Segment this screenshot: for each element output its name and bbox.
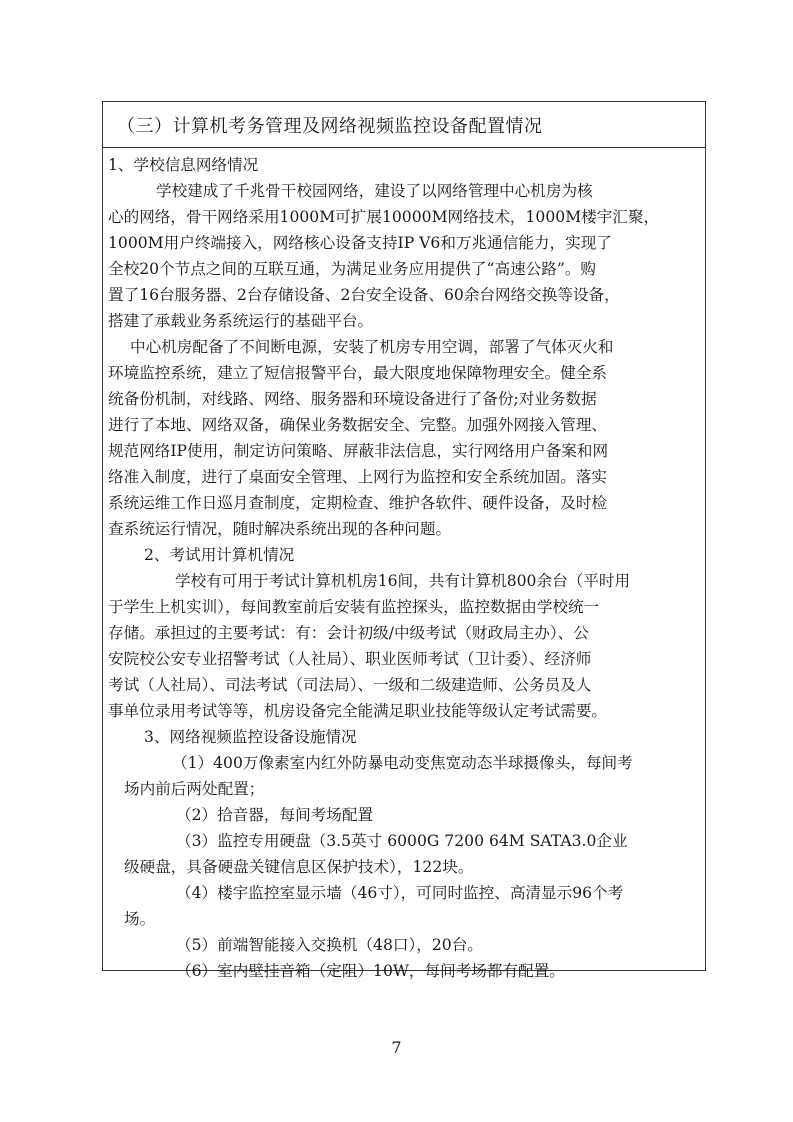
paragraph-line: 查系统运行情况，随时解决系统出现的各种问题。 xyxy=(108,520,452,538)
paragraph-line: 规范网络IP使用，制定访问策略、屏蔽非法信息，实行网络用户备案和网 xyxy=(108,442,609,460)
content-cell xyxy=(103,148,705,984)
paragraph-line: 进行了本地、网络双备，确保业务数据安全、完整。加强外网接入管理、 xyxy=(108,416,608,434)
list-item: （4）楼宇监控室显示墙（46寸），可同时监控、高清显示96个考 xyxy=(176,884,624,902)
page-number: 7 xyxy=(391,1038,402,1057)
paragraph-line: 考试（人社局）、司法考试（司法局）、一级和二级建造师、公务员及人 xyxy=(108,676,592,694)
paragraph-line: 搭建了承载业务系统运行的基础平台。 xyxy=(108,312,374,330)
paragraph-line: 学校建成了千兆骨干校园网络，建设了以网络管理中心机房为核 xyxy=(156,182,593,200)
paragraph-line: 存储。承担过的主要考试：有：会计初级/中级考试（财政局主办）、公 xyxy=(108,624,589,642)
paragraph-line: 统备份机制，对线路、网络、服务器和环境设备进行了备份;对业务数据 xyxy=(108,390,597,408)
list-item: （2）拾音器，每间考场配置 xyxy=(176,806,374,824)
paragraph-line: 于学生上机实训），每间教室前后安装有监控探头，监控数据由学校统一 xyxy=(108,598,600,616)
paragraph-line: 全校20个节点之间的互联互通，为满足业务应用提供了“高速公路”。购 xyxy=(108,260,597,278)
paragraph-line: 置了16台服务器、2台存储设备、2台安全设备、60余台网络交换等设备， xyxy=(108,286,620,304)
list-item: （5）前端智能接入交换机（48口），20台。 xyxy=(176,936,483,954)
subheading-computers: 2、考试用计算机情况 xyxy=(144,546,295,564)
paragraph-line: 系统运维工作日巡月查制度，定期检查、维护各软件、硬件设备，及时检 xyxy=(108,494,608,512)
paragraph-line: 事单位录用考试等等，机房设备完全能满足职业技能等级认定考试需要。 xyxy=(108,702,608,720)
content-table xyxy=(102,101,706,980)
list-item-continued: 场内前后两处配置； xyxy=(124,780,265,798)
list-item: （3）监控专用硬盘（3.5英寸 6000G 7200 64M SATA3.0企业 xyxy=(176,832,628,850)
section-title: （三）计算机考务管理及网络视频监控设备配置情况 xyxy=(117,115,543,137)
list-item-continued: 场。 xyxy=(124,910,156,928)
list-item-continued: 级硬盘，具备硬盘关键信息区保护技术），122块。 xyxy=(124,858,474,876)
paragraph-line: 环境监控系统，建立了短信报警平台，最大限度地保障物理安全。健全系 xyxy=(108,364,608,382)
list-item: （6）室内壁挂音箱（定阻）10W，每间考场都有配置。 xyxy=(176,962,565,980)
paragraph-line: 中心机房配备了不间断电源，安装了机房专用空调，部署了气体灭火和 xyxy=(130,338,614,356)
section-header-row xyxy=(103,102,705,148)
subheading-surveillance: 3、网络视频监控设备设施情况 xyxy=(144,728,357,746)
paragraph-line: 1000M用户终端接入，网络核心设备支持IP V6和万兆通信能力，实现了 xyxy=(108,234,612,252)
paragraph-line: 心的网络，骨干网络采用1000M可扩展10000M网络技术，1000M楼宇汇聚， xyxy=(108,208,660,226)
list-item: （1）400万像素室内红外防暴电动变焦宽动态半球摄像头，每间考 xyxy=(172,754,633,772)
subheading-network: 1、学校信息网络情况 xyxy=(108,156,259,174)
paragraph-line: 络准入制度，进行了桌面安全管理、上网行为监控和安全系统加固。落实 xyxy=(108,468,608,486)
paragraph-line: 学校有可用于考试计算机机房16间，共有计算机800余台（平时用 xyxy=(175,572,631,590)
paragraph-line: 安院校公安专业招警考试（人社局）、职业医师考试（卫计委）、经济师 xyxy=(108,650,592,668)
